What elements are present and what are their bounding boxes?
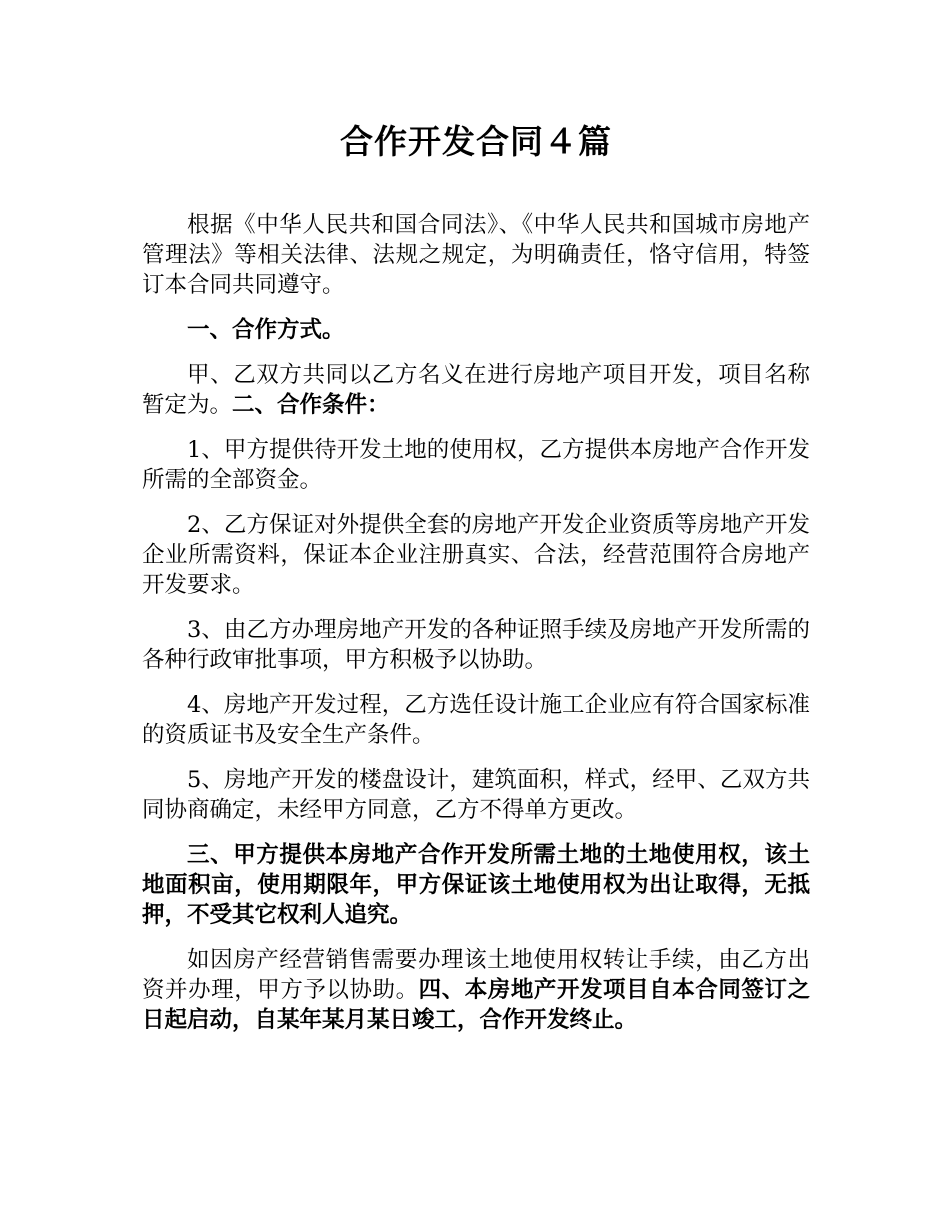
section-4-text: 四、本房地产开发项目自本合同签订之日起启动，自某年某月某日竣工，合作开发终止。 (142, 977, 810, 1033)
section-1-text: 甲、乙双方共同以乙方名义在进行房地产项目开发，项目名称暂定为。 (142, 362, 810, 418)
clause-2: 2、乙方保证对外提供全套的房地产开发企业资质等房地产开发企业所需资料，保证本企业注册真实、合法，经营范围符合房地产开发要求。 (142, 512, 810, 598)
clause-3: 3、由乙方办理房地产开发的各种证照手续及房地产开发所需的各种行政审批事项，甲方积极予以协助。 (142, 617, 810, 673)
intro-paragraph: 根据《中华人民共和国合同法》、《中华人民共和国城市房地产管理法》等相关法律、法规之规定，为明确责任，恪守信用，特签订本合同共同遵守。 (142, 212, 810, 298)
section-2-heading: 二、合作条件： (232, 392, 390, 418)
section-1-heading: 一、合作方式。 (187, 317, 345, 343)
document-title: 合作开发合同４篇 (340, 122, 612, 161)
clause-1: 1、甲方提供待开发土地的使用权，乙方提供本房地产合作开发所需的全部资金。 (142, 437, 810, 493)
section-3-paragraph: 三、甲方提供本房地产合作开发所需土地的土地使用权，该土地面积亩，使用期限年，甲方保证该土地使用权为出让取得，无抵押，不受其它权利人追究。 (142, 842, 810, 928)
document-body (142, 210, 810, 1035)
clause-5: 5、房地产开发的楼盘设计，建筑面积，样式，经甲、乙双方共同协商确定，未经甲方同意，乙方不得单方更改。 (142, 767, 810, 823)
document-page (142, 0, 810, 1050)
section-1-paragraph (142, 360, 810, 420)
clause-4: 4、房地产开发过程，乙方选任设计施工企业应有符合国家标准的资质证书及安全生产条件。 (142, 692, 810, 748)
transfer-text: 如因房产经营销售需要办理该土地使用权转让手续，由乙方出资并办理，甲方予以协助。 (142, 947, 810, 1003)
transfer-paragraph (142, 945, 810, 1035)
